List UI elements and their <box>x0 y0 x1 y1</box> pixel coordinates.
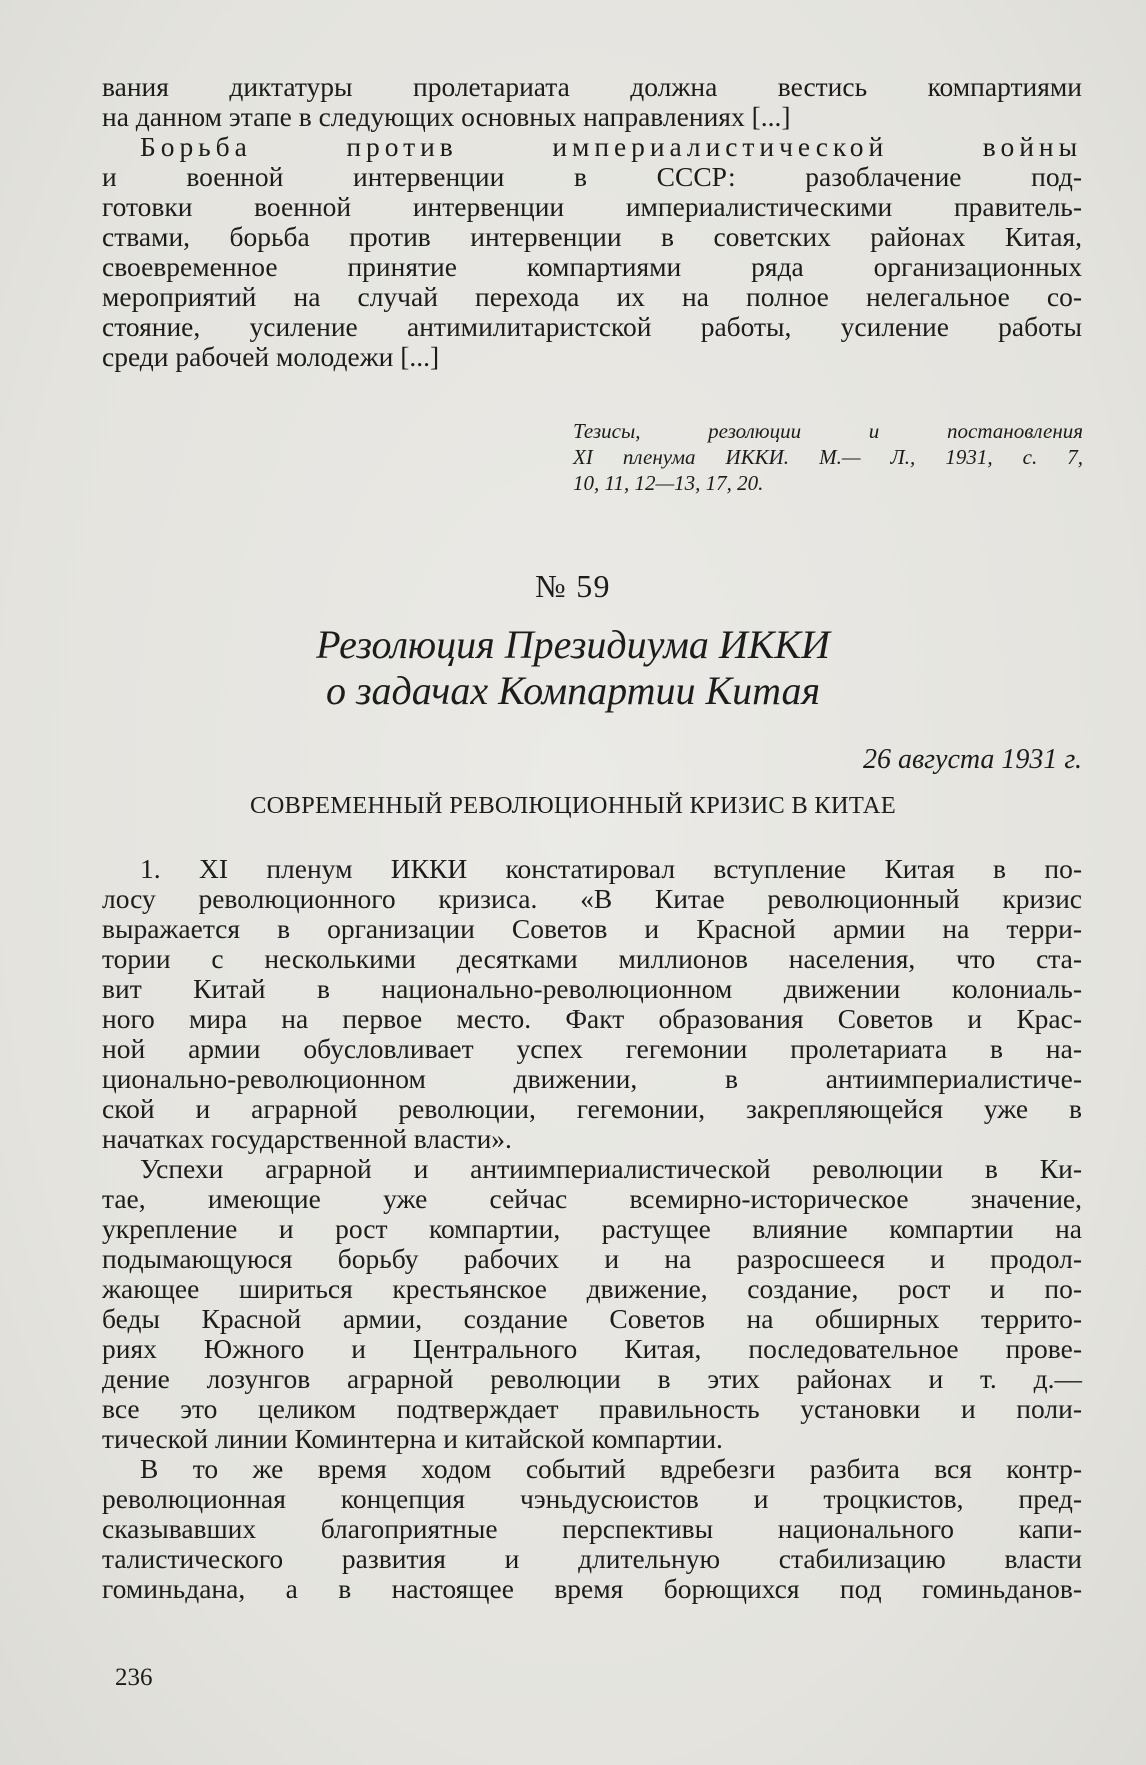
text-line: подымающуюся борьбу рабочих и на разросшееся и продол- <box>102 1243 1082 1274</box>
citation-line: 10, 11, 12—13, 17, 20. <box>573 471 764 495</box>
text-line: все это целиком подтверждает правильность установки и поли- <box>102 1393 1082 1424</box>
text-line: вания диктатуры пролетариата должна вестись компартиями <box>102 71 1082 102</box>
text-line: ской и аграрной революции, гегемонии, закрепляющейся уже в <box>102 1093 1082 1124</box>
text-line: готовки военной интервенции империалистическими правитель- <box>102 191 1082 222</box>
citation-line: XI пленума ИККИ. М.— Л., 1931, с. 7, <box>573 445 1083 469</box>
document-title-line-1: Резолюция Президиума ИККИ <box>316 622 830 667</box>
text-line: тории с несколькими десятками миллионов населения, что ста- <box>102 943 1082 974</box>
text-line: ной армии обусловливает успех гегемонии пролетариата в на- <box>102 1033 1082 1064</box>
text-line: гоминьдана, а в настоящее время борющихся под гоминьданов- <box>102 1573 1082 1604</box>
document-title <box>0 622 1146 714</box>
text-line: беды Красной армии, создание Советов на обширных террито- <box>102 1303 1082 1334</box>
text-line: Успехи аграрной и антиимпериалистической революции в Ки- <box>140 1153 1082 1184</box>
text-line: ствами, борьба против интервенции в советских районах Китая, <box>102 221 1082 252</box>
page-number: 236 <box>115 1664 153 1691</box>
text-line: укрепление и рост компартии, растущее влияние компартии на <box>102 1213 1082 1244</box>
text-line: на данном этапе в следующих основных направлениях [...] <box>102 101 791 132</box>
text-line: выражается в организации Советов и Красной армии на терри- <box>102 913 1082 944</box>
top-text-block <box>102 72 1082 372</box>
document-date: 26 августа 1931 г. <box>862 744 1082 775</box>
text-line: тае, имеющие уже сейчас всемирно-историческое значение, <box>102 1183 1082 1214</box>
text-line: своевременное принятие компартиями ряда организационных <box>102 251 1082 282</box>
text-line: стояние, усиление антимилитаристской работы, усиление работы <box>102 311 1082 342</box>
text-line: 1. XI пленум ИККИ констатировал вступление Китая в по- <box>140 853 1082 884</box>
text-line: ционально-революционном движении, в антиимпериалистиче- <box>102 1063 1082 1094</box>
section-heading: СОВРЕМЕННЫЙ РЕВОЛЮЦИОННЫЙ КРИЗИС В КИТАЕ <box>250 792 896 819</box>
source-citation <box>573 418 1083 496</box>
text-line: среди рабочей молодежи [...] <box>102 341 440 372</box>
text-line: вит Китай в национально-революционном движении колониаль- <box>102 973 1082 1004</box>
text-line: Борьба против империалистической войны <box>140 131 1082 162</box>
text-line: лосу революционного кризиса. «В Китае революционный кризис <box>102 883 1082 914</box>
text-line: дение лозунгов аграрной революции в этих районах и т. д.— <box>102 1363 1082 1394</box>
text-line: тической линии Коминтерна и китайской компартии. <box>102 1423 723 1454</box>
citation-line: Тезисы, резолюции и постановления <box>573 419 1083 443</box>
text-line: и военной интервенции в СССР: разоблачение под- <box>102 161 1082 192</box>
text-line: риях Южного и Центрального Китая, последовательное прове- <box>102 1333 1082 1364</box>
text-line: революционная концепция чэньдусюистов и троцкистов, пред- <box>102 1483 1082 1514</box>
document-number: № 59 <box>535 568 611 604</box>
text-line: сказывавших благоприятные перспективы национального капи- <box>102 1513 1082 1544</box>
text-line: ного мира на первое место. Факт образования Советов и Крас- <box>102 1003 1082 1034</box>
text-line: талистического развития и длительную стабилизацию власти <box>102 1543 1082 1574</box>
text-line: В то же время ходом событий вдребезги разбита вся контр- <box>140 1453 1082 1484</box>
text-line: мероприятий на случай перехода их на полное нелегальное со- <box>102 281 1082 312</box>
text-line: жающее шириться крестьянское движение, создание, рост и по- <box>102 1273 1082 1304</box>
body-text-block <box>102 854 1082 1604</box>
document-title-line-2: о задачах Компартии Китая <box>325 668 821 713</box>
text-line: начатках государственной власти». <box>102 1123 512 1154</box>
